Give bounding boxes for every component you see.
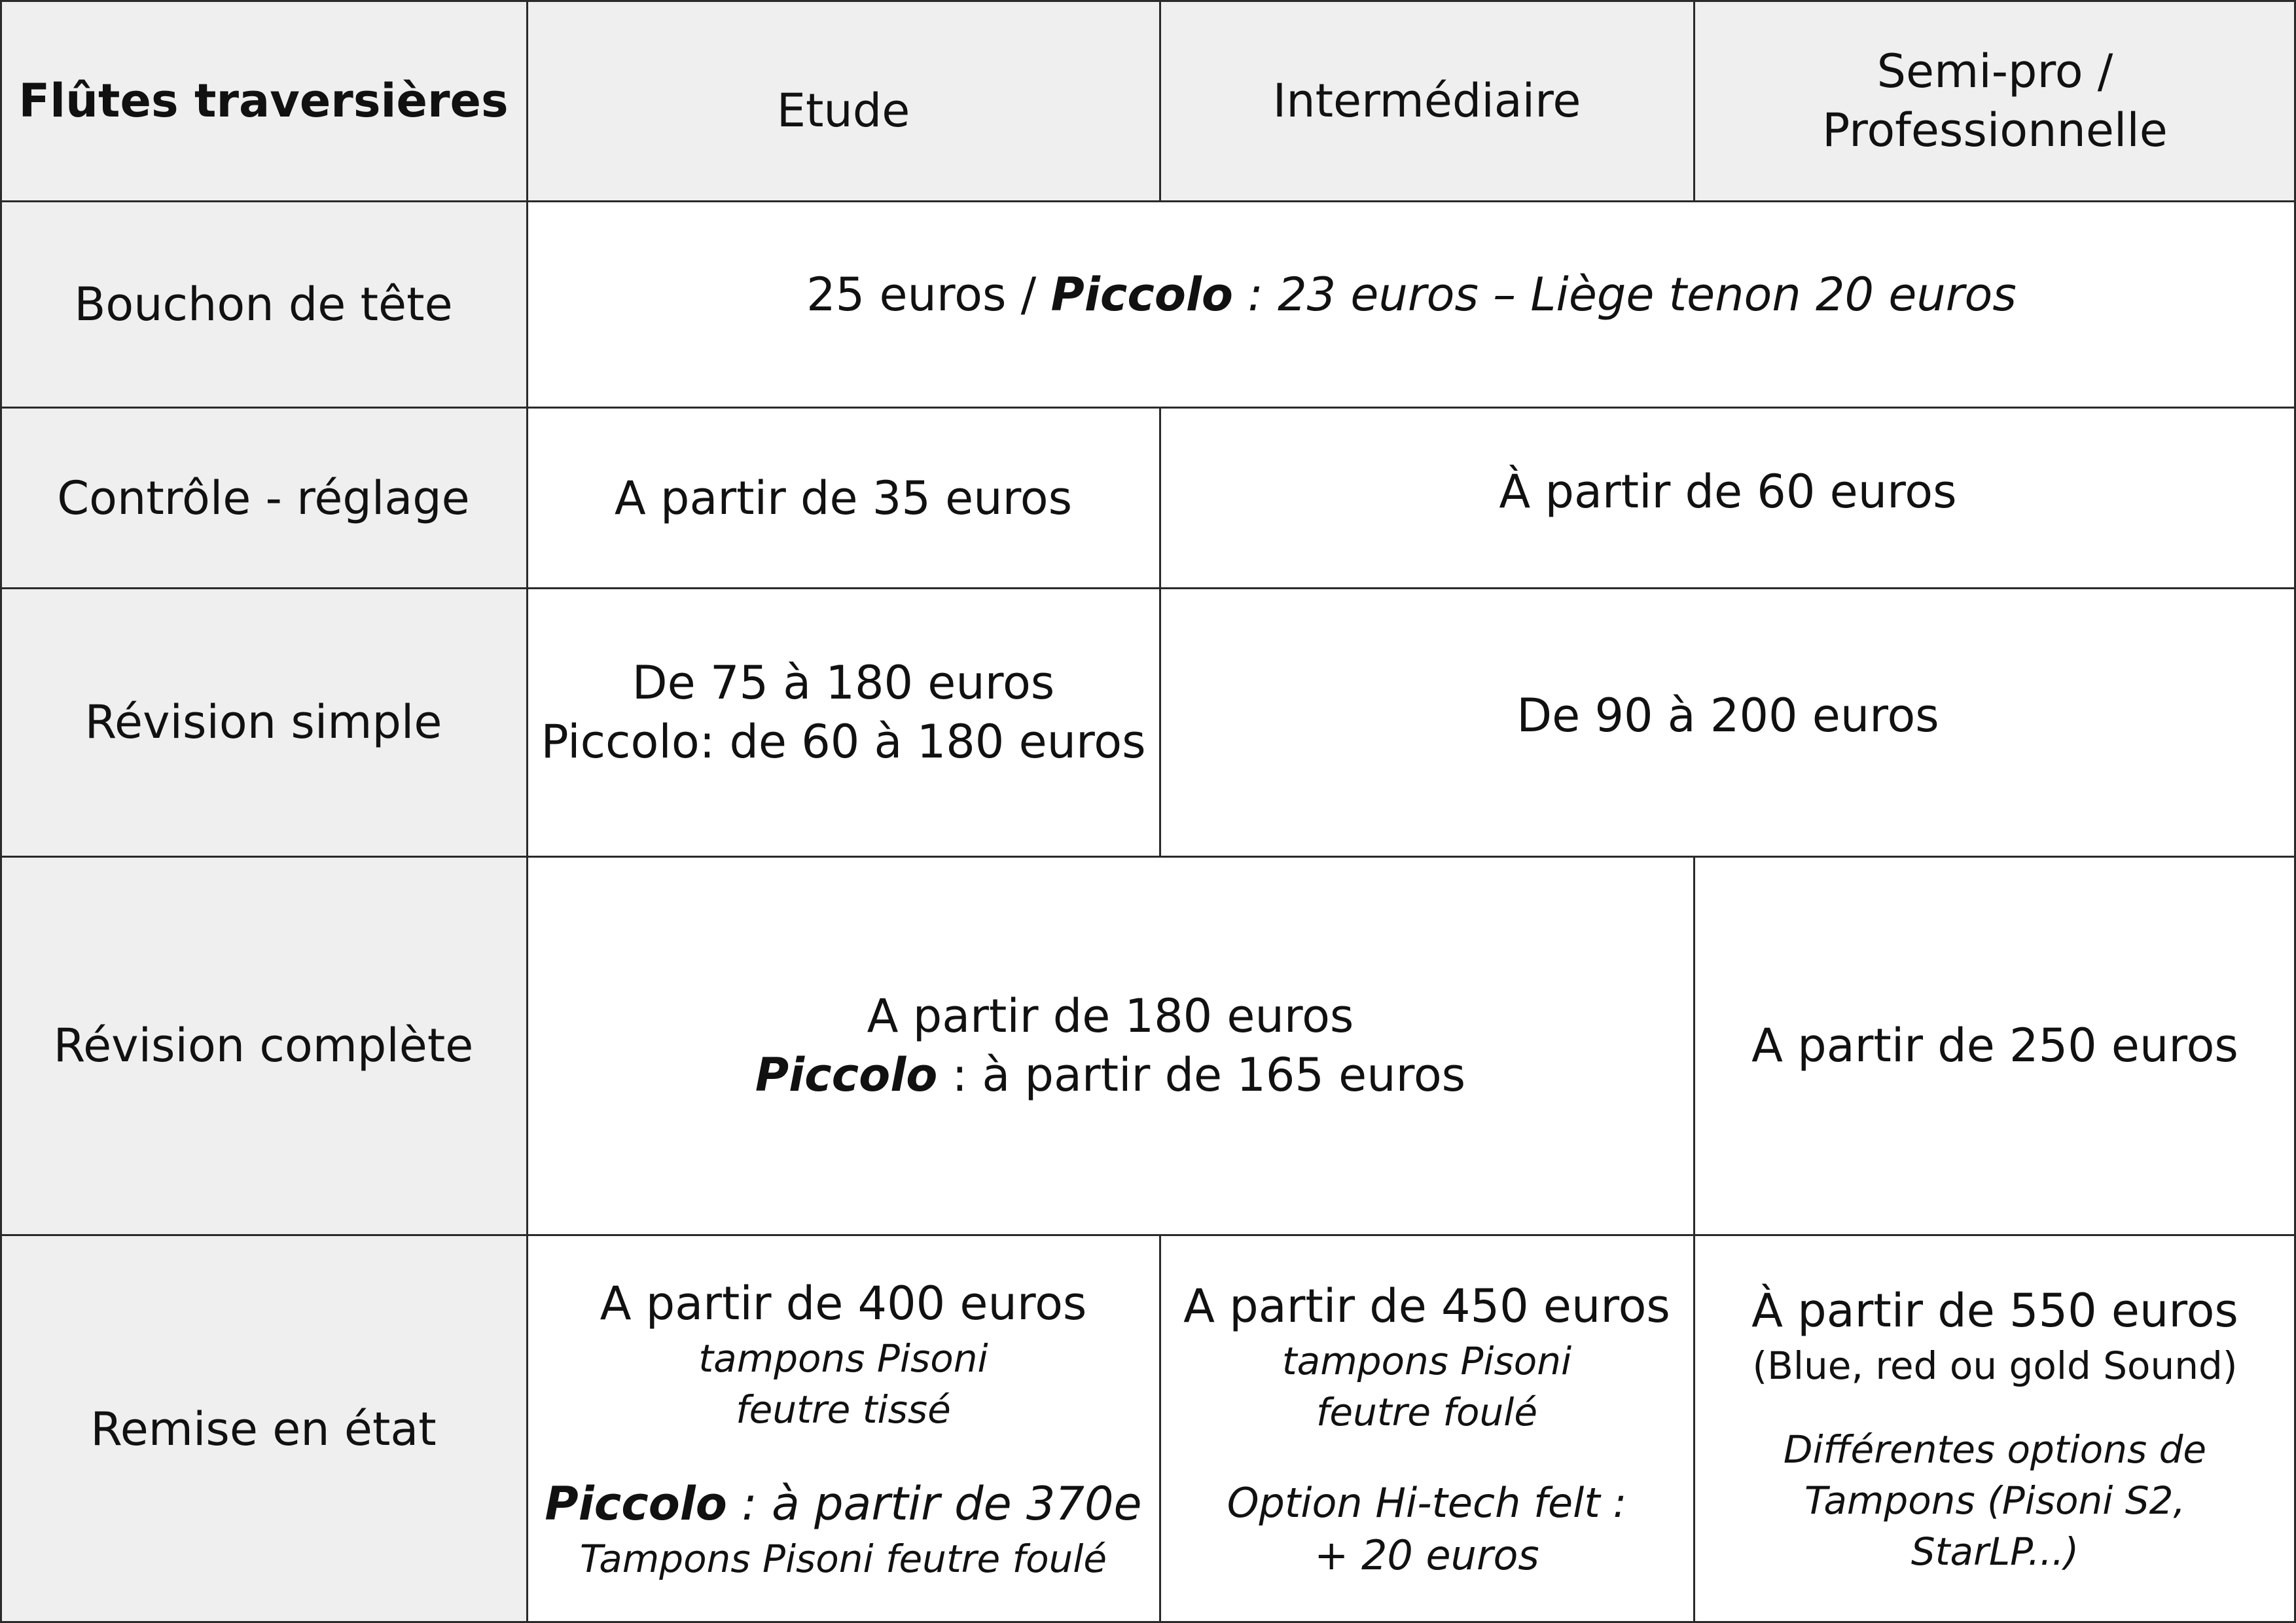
revision-simple-etude-cell bbox=[527, 588, 1160, 856]
remise-pro-cell: À partir de 550 euros (Blue, red ou gold Sound) Différentes options de Tampons (Pisoni S2, StarLP...) bbox=[1694, 1235, 2296, 1623]
column-header-etude: Etude bbox=[776, 83, 910, 137]
bouchon-price: 25 euros / Piccolo : 23 euros – Liège tenon 20 euros bbox=[806, 268, 2017, 321]
controle-inter-pro-price: À partir de 60 euros bbox=[1499, 464, 1957, 519]
row-label-remise: Remise en état bbox=[0, 1235, 527, 1623]
header-intermediaire-cell bbox=[1160, 0, 1694, 201]
row-label-controle: Contrôle - réglage bbox=[0, 408, 527, 588]
remise-inter-option: Option Hi-tech felt : bbox=[1227, 1478, 1627, 1527]
divider bbox=[0, 0, 2, 1623]
revision-simple-piccolo-price: Piccolo: de 60 à 180 euros bbox=[541, 715, 1146, 769]
column-header-intermediaire: Intermédiaire bbox=[1272, 73, 1581, 128]
row-label-bouchon: Bouchon de tête bbox=[0, 201, 527, 408]
column-header-pro-line2: Professionnelle bbox=[1822, 103, 2168, 157]
header-etude-cell bbox=[527, 0, 1160, 201]
divider bbox=[0, 587, 2296, 589]
revision-simple-inter-pro-cell bbox=[1160, 588, 2296, 856]
piccolo-label: Piccolo bbox=[545, 1476, 727, 1531]
remise-etude-price: A partir de 400 euros bbox=[600, 1276, 1087, 1330]
divider bbox=[0, 1234, 2296, 1236]
revision-complete-etude-inter-cell bbox=[527, 856, 1694, 1235]
piccolo-label: Piccolo bbox=[1050, 268, 1233, 321]
remise-pro-price: À partir de 550 euros bbox=[1751, 1283, 2238, 1338]
revision-complete-pro-price: A partir de 250 euros bbox=[1751, 1019, 2238, 1072]
revision-simple-inter-pro-price: De 90 à 200 euros bbox=[1516, 689, 1939, 742]
header-pro-cell bbox=[1694, 0, 2296, 201]
divider bbox=[0, 407, 2296, 409]
bouchon-price-cell bbox=[527, 201, 2296, 408]
row-label-revision-simple: Révision simple bbox=[0, 588, 527, 856]
remise-etude-cell: A partir de 400 euros tampons Pisoni feutre tissé Piccolo : à partir de 370e Tampons Pisoni feutre foulé bbox=[527, 1235, 1160, 1623]
divider bbox=[1693, 856, 1695, 1623]
divider bbox=[1693, 0, 1695, 201]
piccolo-label: Piccolo bbox=[755, 1048, 938, 1102]
divider bbox=[0, 200, 2296, 202]
revision-complete-pro-cell bbox=[1694, 856, 2296, 1235]
controle-inter-pro-cell bbox=[1160, 408, 2296, 588]
remise-piccolo-price: Piccolo : à partir de 370e bbox=[545, 1476, 1142, 1531]
revision-complete-piccolo-price: Piccolo : à partir de 165 euros bbox=[755, 1048, 1466, 1102]
divider bbox=[1159, 0, 1161, 201]
divider bbox=[526, 0, 528, 1623]
remise-inter-price: A partir de 450 euros bbox=[1183, 1279, 1670, 1333]
divider bbox=[0, 0, 2296, 2]
row-label-revision-complete: Révision complète bbox=[0, 856, 527, 1235]
controle-etude-cell bbox=[527, 408, 1160, 588]
divider bbox=[0, 856, 2296, 858]
header-title-cell bbox=[0, 0, 527, 201]
revision-complete-price: A partir de 180 euros bbox=[867, 989, 1354, 1043]
divider bbox=[1159, 1235, 1161, 1623]
revision-simple-etude-price: De 75 à 180 euros bbox=[632, 656, 1055, 710]
remise-inter-cell: A partir de 450 euros tampons Pisoni feutre foulé Option Hi-tech felt : + 20 euros bbox=[1160, 1235, 1694, 1623]
remise-pro-options: Différentes options de bbox=[1783, 1427, 2207, 1472]
table-title: Flûtes traversières bbox=[18, 73, 509, 128]
divider bbox=[1159, 408, 1161, 856]
column-header-pro-line1: Semi-pro / bbox=[1876, 44, 2113, 98]
controle-etude-price: A partir de 35 euros bbox=[614, 471, 1073, 525]
